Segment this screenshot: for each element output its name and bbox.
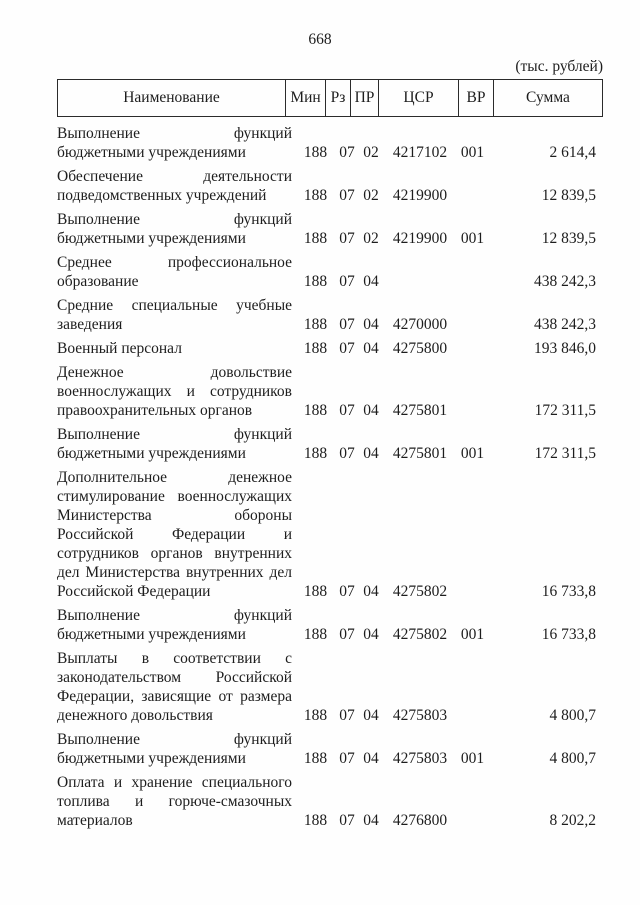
row-name: Выполнение функций бюджетными учреждениями [57,125,292,161]
column-header-min: Мин [285,80,325,116]
table-row [57,296,603,334]
row-vr-code: 001 [460,230,485,247]
table-body [57,124,603,830]
row-min-code: 188 [303,340,328,357]
table-row [57,253,603,291]
row-vr-code: 001 [460,626,485,643]
row-min-code: 188 [303,230,328,247]
row-sum-value: 16 733,8 [541,583,596,600]
row-rz-code: 07 [339,187,355,204]
row-rz-code: 07 [339,144,355,161]
row-min-code: 188 [303,707,328,724]
row-min-code: 188 [303,402,328,419]
row-pr-code: 04 [363,707,379,724]
row-pr-code: 04 [363,445,379,462]
budget-table [57,79,603,830]
row-csr-code: 4275803 [392,750,448,767]
row-vr-code: 001 [460,445,485,462]
row-sum-value: 438 242,3 [534,316,596,333]
row-name: Дополнительное денежное стимулирование военнослужащих Министерства обороны Российской Федерации и сотрудников органов внутренних дел Министерства внутренних дел Российской Федерации [57,469,292,600]
row-min-code: 188 [303,750,328,767]
row-min-code: 188 [303,187,328,204]
row-csr-code: 4275801 [392,445,448,462]
column-header-vr: ВР [458,80,493,116]
row-rz-code: 07 [339,230,355,247]
row-csr-code: 4275802 [392,626,448,643]
table-row [57,339,603,358]
row-csr-code: 4275803 [392,707,448,724]
row-pr-code: 04 [363,812,379,829]
row-min-code: 188 [303,273,328,290]
row-min-code: 188 [303,812,328,829]
row-name: Выполнение функций бюджетными учреждениями [57,731,292,767]
row-sum-value: 193 846,0 [534,340,596,357]
row-pr-code: 04 [363,750,379,767]
row-csr-code: 4270000 [392,316,448,333]
row-name: Выполнение функций бюджетными учреждениями [57,211,292,247]
table-row [57,167,603,205]
row-sum-value: 438 242,3 [534,273,596,290]
row-csr-code: 4275800 [392,340,448,357]
row-min-code: 188 [303,316,328,333]
column-header-name: Наименование [123,89,220,106]
row-rz-code: 07 [339,750,355,767]
row-rz-code: 07 [339,812,355,829]
row-rz-code: 07 [339,583,355,600]
table-row [57,210,603,248]
row-name: Средние специальные учебные заведения [57,297,292,333]
row-pr-code: 02 [363,187,379,204]
row-sum-value: 8 202,2 [549,812,596,829]
row-min-code: 188 [303,445,328,462]
row-sum-value: 4 800,7 [549,707,596,724]
row-min-code: 188 [303,626,328,643]
table-row [57,468,603,601]
row-pr-code: 04 [363,316,379,333]
row-pr-code: 04 [363,583,379,600]
table-row [57,124,603,162]
row-pr-code: 02 [363,144,379,161]
row-pr-code: 02 [363,230,379,247]
row-csr-code: 4219900 [392,230,448,247]
row-min-code: 188 [303,144,328,161]
row-name: Выполнение функций бюджетными учреждениями [57,426,292,462]
table-row [57,425,603,463]
row-name: Среднее профессиональное образование [57,254,292,290]
row-sum-value: 12 839,5 [541,230,596,247]
row-rz-code: 07 [339,273,355,290]
row-name: Оплата и хранение специального топлива и горюче-смазочных материалов [57,774,292,829]
row-csr-code: 4219900 [392,187,448,204]
page-number: 668 [308,31,332,48]
row-csr-code: 4276800 [392,812,448,829]
row-rz-code: 07 [339,626,355,643]
row-rz-code: 07 [339,445,355,462]
row-name: Военный персонал [57,340,182,357]
row-csr-code: 4217102 [392,144,448,161]
column-header-rz: Рз [325,80,350,116]
row-pr-code: 04 [363,402,379,419]
column-header-csr: ЦСР [378,80,458,116]
row-name: Выплаты в соответствии с законодательством Российской Федерации, зависящие от размера денежного довольствия [57,650,292,724]
row-sum-value: 172 311,5 [534,402,596,419]
row-name: Денежное довольствие военнослужащих и сотрудников правоохранительных органов [57,364,292,419]
row-sum-value: 4 800,7 [549,750,596,767]
column-header-summa: Сумма [493,80,602,116]
table-row [57,649,603,725]
units-label: (тыс. рублей) [515,58,603,75]
row-rz-code: 07 [339,340,355,357]
table-row [57,773,603,830]
row-rz-code: 07 [339,402,355,419]
row-csr-code: 4275801 [392,402,448,419]
table-header-row [57,79,603,117]
row-sum-value: 2 614,4 [549,144,596,161]
row-sum-value: 16 733,8 [541,626,596,643]
table-row [57,363,603,420]
row-pr-code: 04 [363,340,379,357]
column-header-pr: ПР [350,80,378,116]
row-min-code: 188 [303,583,328,600]
row-rz-code: 07 [339,316,355,333]
row-csr-code: 4275802 [392,583,448,600]
row-pr-code: 04 [363,273,379,290]
row-sum-value: 172 311,5 [534,445,596,462]
row-rz-code: 07 [339,707,355,724]
row-name: Обеспечение деятельности подведомственных учреждений [57,168,292,204]
row-vr-code: 001 [460,144,485,161]
table-row [57,606,603,644]
table-row [57,730,603,768]
row-name: Выполнение функций бюджетными учреждениями [57,607,292,643]
row-vr-code: 001 [460,750,485,767]
row-pr-code: 04 [363,626,379,643]
row-sum-value: 12 839,5 [541,187,596,204]
